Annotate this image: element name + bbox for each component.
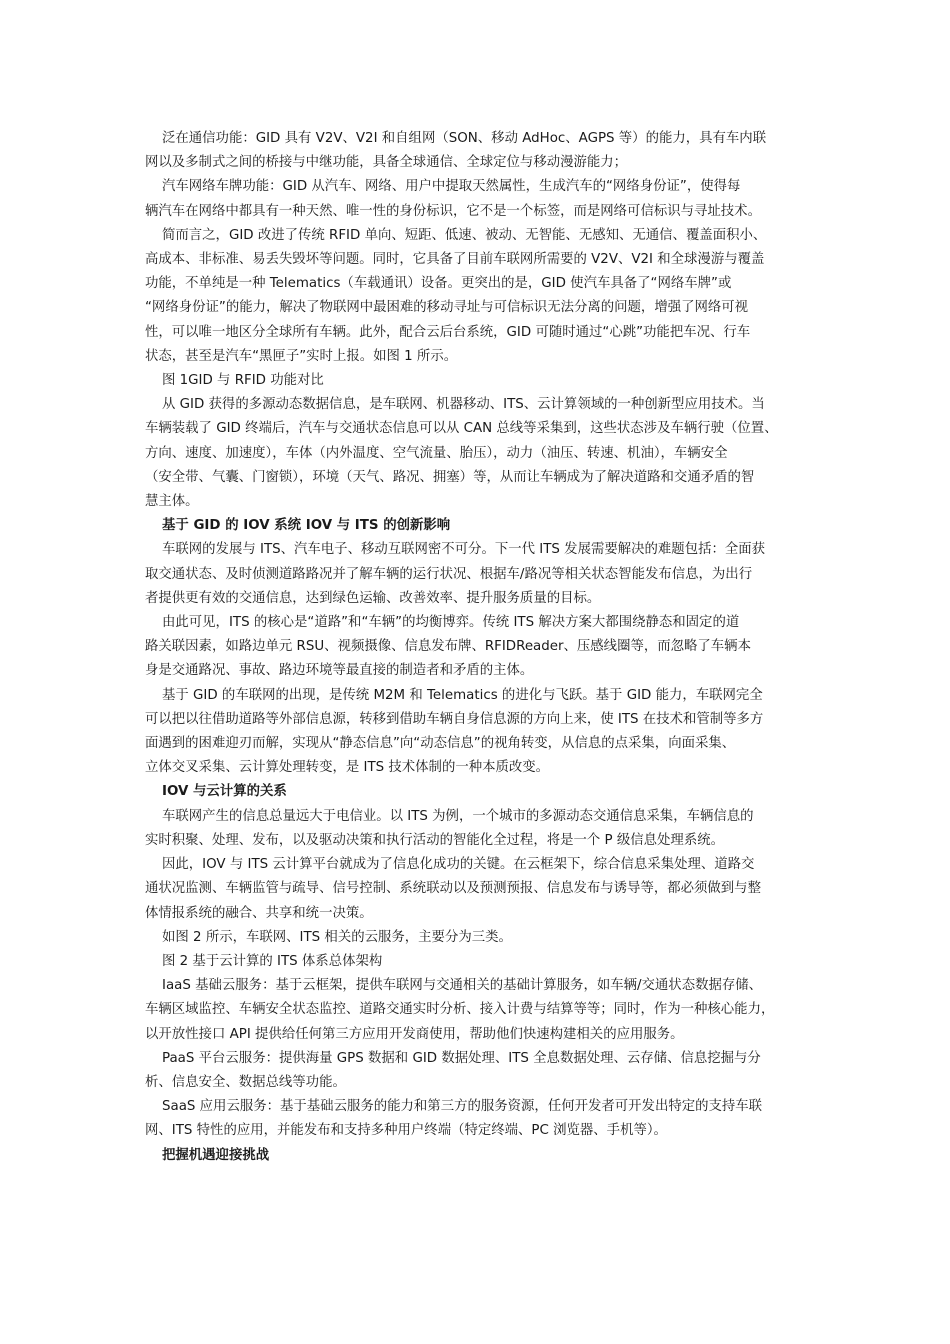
paragraph-line: 通状况监测、车辆监管与疏导、信号控制、系统联动以及预测预报、信息发布与诱导等，都必须做到与整 xyxy=(145,881,761,897)
paragraph xyxy=(145,853,815,926)
paragraph-line: 体情报系统的融合、共享和统一决策。 xyxy=(145,905,373,921)
document-body xyxy=(145,127,815,1168)
paragraph-line: 车联网的发展与 ITS、汽车电子、移动互联网密不可分。下一代 ITS 发展需要解决的难题包括：全面获 xyxy=(162,542,766,558)
paragraph-line: 可以把以往借助道路等外部信息源，转移到借助车辆自身信息源的方向上来，使 ITS 在技术和管制等多方 xyxy=(145,711,764,727)
paragraph xyxy=(145,127,815,175)
paragraph xyxy=(145,974,815,1047)
paragraph-line: 析、信息安全、数据总线等功能。 xyxy=(145,1074,346,1090)
paragraph xyxy=(145,393,815,514)
paragraph-line: 者提供更有效的交通信息，达到绿色运输、改善效率、提升服务质量的目标。 xyxy=(145,590,601,606)
paragraph-line: SaaS 应用云服务：基于基础云服务的能力和第三方的服务资源，任何开发者可开发出特定的支持车联 xyxy=(162,1099,763,1115)
paragraph-line: 状态，甚至是汽车“黑匣子”实时上报。如图 1 所示。 xyxy=(145,348,458,364)
paragraph-line: 实时积聚、处理、发布，以及驱动决策和执行活动的智能化全过程，将是一个 P 级信息处理系统。 xyxy=(145,832,724,848)
paragraph-line: “网络身份证”的能力，解决了物联网中最困难的移动寻址与可信标识无法分离的问题，增强了网络可视 xyxy=(145,300,749,316)
paragraph-line: 辆汽车在网络中都具有一种天然、唯一性的身份标识，它不是一个标签，而是网络可信标识与寻址技术。 xyxy=(145,203,761,219)
paragraph-line: IaaS 基础云服务：基于云框架，提供车联网与交通相关的基础计算服务，如车辆/交通状态数据存储、 xyxy=(162,978,763,994)
paragraph-line: 因此，IOV 与 ITS 云计算平台就成为了信息化成功的关键。在云框架下，综合信息采集处理、道路交 xyxy=(162,857,755,873)
paragraph-line: 网、ITS 特性的应用，并能发布和支持多种用户终端（特定终端、PC 浏览器、手机等）。 xyxy=(145,1123,667,1139)
paragraph-line: 汽车网络车牌功能：GID 从汽车、网络、用户中提取天然属性，生成汽车的“网络身份证”，使得每 xyxy=(162,179,741,195)
paragraph-line: （安全带、气囊、门窗锁），环境（天气、路况、拥塞）等，从而让车辆成为了解决道路和交通矛盾的智 xyxy=(145,469,755,485)
paragraph-line: 泛在通信功能：GID 具有 V2V、V2I 和自组网（SON、移动 AdHoc、AGPS 等）的能力，具有车内联 xyxy=(162,131,767,146)
paragraph xyxy=(145,538,815,611)
figure-caption: 图 2 基于云计算的 ITS 体系总体架构 xyxy=(162,953,383,969)
paragraph-line: 以开放性接口 API 提供给任何第三方应用开发商使用，帮助他们快速构建相关的应用服务。 xyxy=(145,1026,684,1042)
paragraph-line: 面遇到的困难迎刃而解，实现从“静态信息”向“动态信息”的视角转变，从信息的点采集，向面采集、 xyxy=(145,736,736,752)
paragraph xyxy=(145,805,815,853)
paragraph xyxy=(145,1095,815,1143)
paragraph xyxy=(145,224,815,369)
paragraph-line: 车辆区域监控、车辆安全状态监控、道路交通实时分析、接入计费与结算等等；同时，作为一种核心能力， xyxy=(145,1002,775,1018)
section-heading: IOV 与云计算的关系 xyxy=(162,784,287,800)
paragraph xyxy=(145,611,815,684)
paragraph-line: 从 GID 获得的多源动态数据信息，是车联网、机器移动、ITS、云计算领域的一种创新型应用技术。当 xyxy=(162,397,765,413)
section-heading: 基于 GID 的 IOV 系统 IOV 与 ITS 的创新影响 xyxy=(162,518,451,534)
section-heading: 把握机遇迎接挑战 xyxy=(162,1147,270,1163)
paragraph-line: 功能，不单纯是一种 Telematics（车载通讯）设备。更突出的是，GID 使汽车具备了“网络车牌”或 xyxy=(145,276,732,292)
paragraph xyxy=(145,1047,815,1095)
paragraph xyxy=(145,926,815,950)
paragraph-line: 取交通状态、及时侦测道路路况并了解车辆的运行状况、根据车/路况等相关状态智能发布信息，为出行 xyxy=(145,566,753,582)
paragraph-line: 车辆装载了 GID 终端后，汽车与交通状态信息可以从 CAN 总线等采集到，这些状态涉及车辆行驶（位置、 xyxy=(145,421,778,437)
paragraph xyxy=(145,175,815,223)
paragraph-line: 车联网产生的信息总量远大于电信业。以 ITS 为例，一个城市的多源动态交通信息采集，车辆信息的 xyxy=(162,808,754,824)
paragraph-line: 基于 GID 的车联网的出现，是传统 M2M 和 Telematics 的进化与飞跃。基于 GID 能力，车联网完全 xyxy=(162,687,763,703)
paragraph-line: 网以及多制式之间的桥接与中继功能，具备全球通信、全球定位与移动漫游能力； xyxy=(145,155,628,171)
paragraph-line: 身是交通路况、事故、路边环境等最直接的制造者和矛盾的主体。 xyxy=(145,663,534,679)
paragraph-line: 慧主体。 xyxy=(145,494,199,510)
paragraph-line: 高成本、非标准、易丢失毁坏等问题。同时，它具备了目前车联网所需要的 V2V、V2I 和全球漫游与覆盖 xyxy=(145,252,765,268)
paragraph-line: 立体交叉采集、云计算处理转变，是 ITS 技术体制的一种本质改变。 xyxy=(145,760,550,776)
paragraph-line: 简而言之，GID 改进了传统 RFID 单向、短距、低速、被动、无智能、无感知、无通信、覆盖面积小、 xyxy=(162,227,767,243)
paragraph-line: 方向、速度、加速度），车体（内外温度、空气流量、胎压），动力（油压、转速、机油），车辆安全 xyxy=(145,445,728,461)
paragraph-line: 如图 2 所示，车联网、ITS 相关的云服务，主要分为三类。 xyxy=(162,929,512,945)
paragraph-line: PaaS 平台云服务：提供海量 GPS 数据和 GID 数据处理、ITS 全息数据处理、云存储、信息挖掘与分 xyxy=(162,1050,761,1066)
paragraph-line: 路关联因素，如路边单元 RSU、视频摄像、信息发布牌、RFIDReader、压感线圈等，而忽略了车辆本 xyxy=(145,639,751,655)
paragraph xyxy=(145,684,815,781)
paragraph-line: 性，可以唯一地区分全球所有车辆。此外，配合云后台系统，GID 可随时通过“心跳”功能把车况、行车 xyxy=(145,324,751,340)
figure-caption: 图 1GID 与 RFID 功能对比 xyxy=(162,373,324,389)
paragraph-line: 由此可见，ITS 的核心是“道路”和“车辆”的均衡博弈。传统 ITS 解决方案大都围绕静态和固定的道 xyxy=(162,615,740,631)
